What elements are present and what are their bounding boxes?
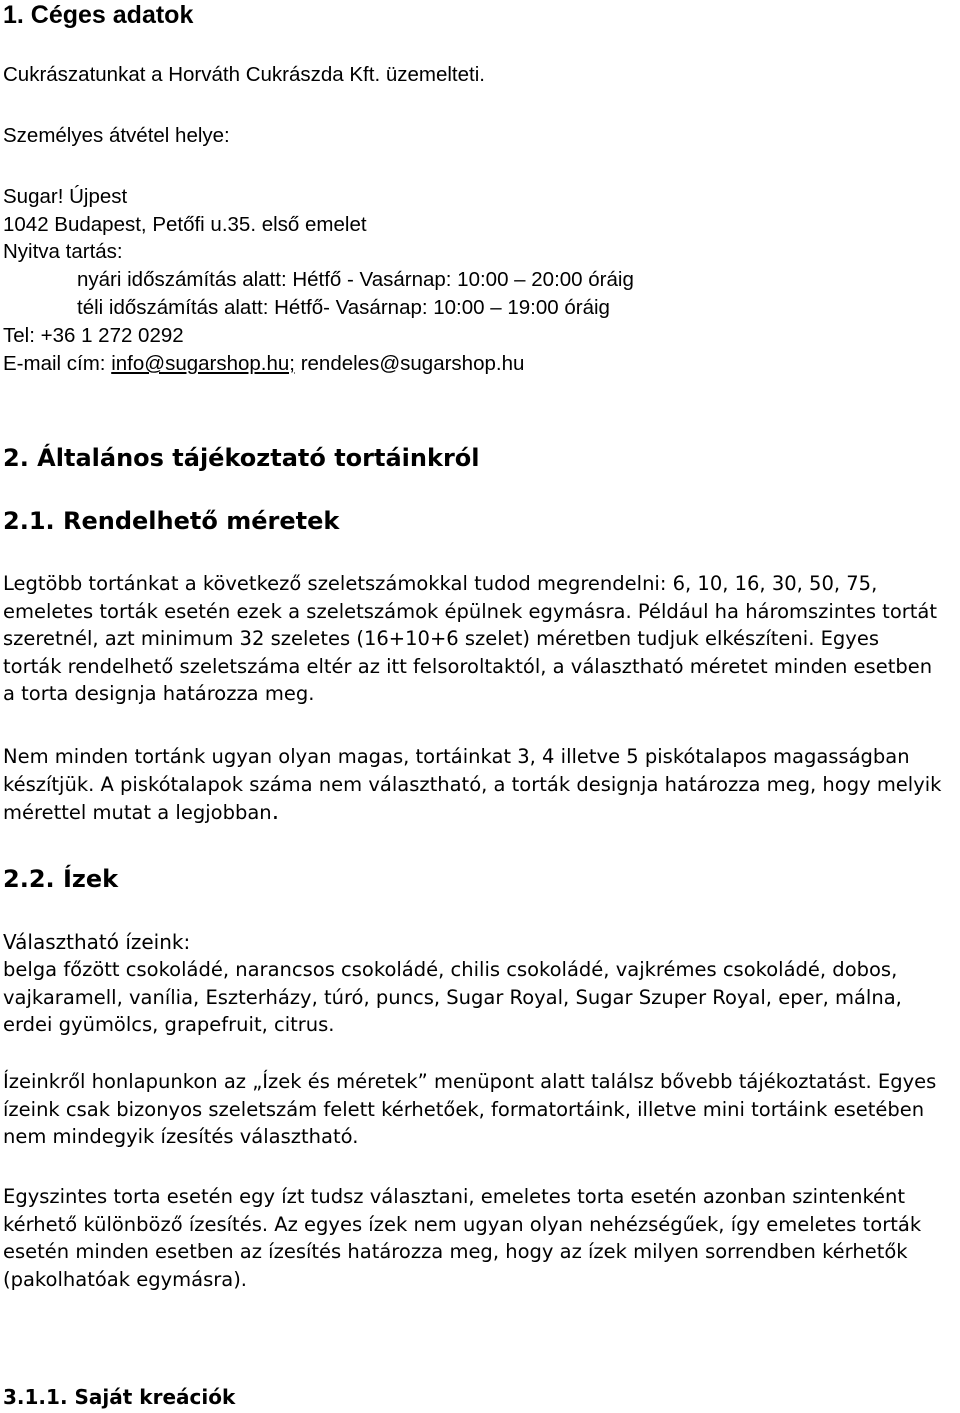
opening-hours-label: Nyitva tartás:: [3, 240, 123, 263]
email-label: E-mail cím:: [3, 352, 112, 375]
winter-opening-hours: téli időszámítás alatt: Hétfő- Vasárnap: 10:00 – 19:00 óráig: [77, 296, 610, 319]
operator-text: Cukrászatunkat a Horváth Cukrászda Kft. üzemelteti.: [3, 63, 485, 86]
pickup-label: Személyes átvétel helye:: [3, 124, 230, 147]
height-paragraph-text: Nem minden tortánk ugyan olyan magas, tortáinkat 3, 4 illetve 5 piskótalapos magasságban készítjük. A piskótalapok száma nem választható, a torták designja határozza meg, hogy melyik mérettel mutat a legjobban: [3, 745, 942, 824]
phone-number: Tel: +36 1 272 0292: [3, 324, 184, 347]
shop-name: Sugar! Újpest: [3, 185, 128, 208]
subsection-heading-flavours: 2.2. Ízek: [3, 865, 119, 893]
email-contact-line: [3, 350, 524, 378]
flavours-list: belga főzött csokoládé, narancsos csokoládé, chilis csokoládé, vajkrémes csokoládé, dobos, vajkaramell, vanília, Eszterházy, túró, puncs, Sugar Royal, Sugar Szuper Royal, eper, málna, erdei gyümölcs, grapefruit, citrus.: [3, 958, 902, 1036]
section-heading-company: 1. Céges adatok: [3, 1, 194, 29]
sizes-paragraph: Legtöbb tortánkat a következő szeletszámokkal tudod megrendelni: 6, 10, 16, 30, 50, 75, emeletes torták esetén ezek a szeletszámok épülnek egymásra. Például ha háromszintes tortát szeretnél, azt minimum 32 szeletes (16+10+6 szelet) méretben tudjuk elkészíteni. Egyes torták rendelhető szeletszáma eltér az itt felsoroltaktól, a választható méretet minden esetben a torta designja határozza meg.: [3, 572, 938, 705]
height-paragraph-period: .: [271, 797, 280, 825]
flavours-info-paragraph: Ízeinkről honlapunkon az „Ízek és méretek” menüpont alatt találsz bővebb tájékoztatást. Egyes ízeink csak bizonyos szeletszám felett kérhetőek, formatortáink, illetve mini tortáink esetében nem mindegyik ízesítés választható.: [3, 1070, 937, 1148]
shop-address: 1042 Budapest, Petőfi u.35. első emelet: [3, 213, 367, 236]
height-paragraph: [3, 743, 943, 827]
summer-opening-hours: nyári időszámítás alatt: Hétfő - Vasárnap: 10:00 – 20:00 óráig: [77, 268, 634, 291]
tiered-flavours-paragraph: Egyszintes torta esetén egy ízt tudsz választani, emeletes torta esetén azonban szintenként kérhető különböző ízesítés. Az egyes ízek nem ugyan olyan nehézségűek, így emeletes torták esetén minden esetben az ízesítés határozza meg, hogy az ízek milyen sorrendben kérhetők (pakolhatóak egymásra).: [3, 1185, 922, 1291]
email-link-info[interactable]: info@sugarshop.hu;: [111, 352, 295, 375]
subsection-heading-own-creations: 3.1.1. Saját kreációk: [3, 1385, 236, 1409]
flavours-label: Választható ízeink:: [3, 930, 191, 954]
email-link-orders[interactable]: rendeles@sugarshop.hu: [295, 352, 525, 375]
subsection-heading-sizes: 2.1. Rendelhető méretek: [3, 507, 340, 535]
section-heading-general-info: 2. Általános tájékoztató tortáinkról: [3, 444, 480, 472]
